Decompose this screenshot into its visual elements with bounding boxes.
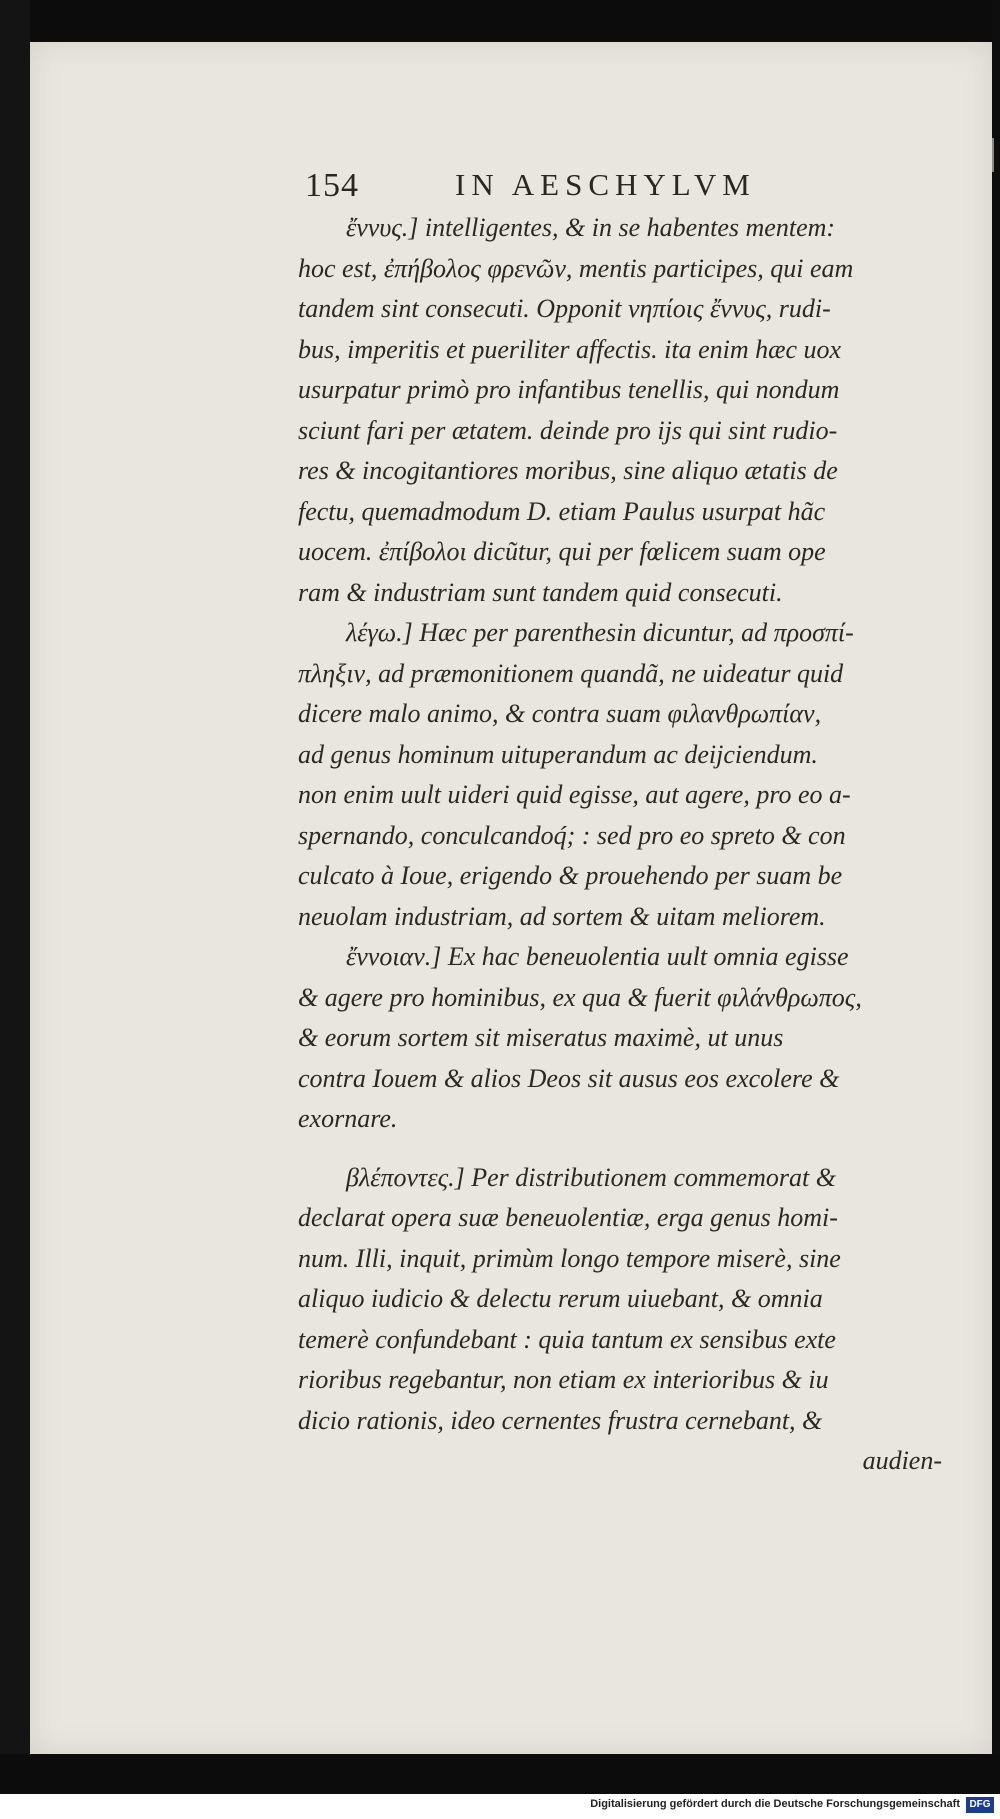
scan-left-border: [0, 0, 30, 1819]
text-line: ad genus hominum uituperandum ac deijciendum.: [298, 739, 818, 769]
text-line: contra Iouem & alios Deos sit ausus eos excolere &: [298, 1063, 840, 1093]
text-line: rioribus regebantur, non etiam ex interioribus & iu: [298, 1365, 829, 1394]
text-line: πληξιν, ad præmonitionem quandã, ne uideatur quid: [298, 658, 844, 688]
text-line: bus, imperitis et pueriliter affectis. ita enim hæc uox: [298, 334, 842, 364]
text-line: usurpatur primò pro infantibus tenellis, qui nondum: [298, 375, 840, 404]
scan-bottom-border: [0, 1754, 1000, 1794]
text-line: aliquo iudicio & delectu rerum uiuebant, & omnia: [298, 1284, 823, 1313]
funding-credit: Digitalisierung gefördert durch die Deutsche Forschungsgemeinschaft: [590, 1798, 960, 1810]
text-line: ram & industriam sunt tandem quid consecuti.: [298, 577, 783, 607]
catchword: audien-: [862, 1446, 942, 1475]
text-line: tandem sint consecuti. Opponit νηπίοις ἔννυς, rudi-: [298, 294, 831, 323]
paragraph-gap: [298, 1140, 958, 1158]
text-line: neuolam industriam, ad sortem & uitam meliorem.: [298, 901, 826, 931]
text-line: dicio rationis, ideo cernentes frustra cernebant, &: [298, 1405, 823, 1435]
text-line: hoc est, ἐπήβολος φρενῶν, mentis participes, qui eam: [298, 253, 854, 283]
page-number: 154: [305, 167, 359, 204]
commentary-text: [298, 208, 958, 1482]
page-edge-mark: [992, 138, 994, 172]
text-line: res & incogitantiores moribus, sine aliquo ætatis de: [298, 456, 838, 485]
running-title: IN AESCHYLVM: [455, 167, 756, 202]
text-line: λέγω.] Hæc per parenthesin dicuntur, ad προσπί-: [346, 618, 854, 647]
text-line: dicere malo animo, & contra suam φιλανθρωπίαν,: [298, 699, 822, 728]
text-line: ἔννυς.] intelligentes, & in se habentes mentem:: [346, 213, 836, 242]
page-header: [305, 167, 905, 207]
text-line: ἔννοιαν.] Ex hac beneuolentia uult omnia egisse: [346, 942, 849, 971]
text-line: spernando, conculcandoq́; : sed pro eo spreto & con: [298, 820, 846, 850]
text-line: culcato à Ioue, erigendo & prouehendo per suam be: [298, 861, 843, 890]
dfg-logo-icon: DFG: [966, 1797, 994, 1813]
text-line: exornare.: [298, 1104, 398, 1133]
text-line: fectu, quemadmodum D. etiam Paulus usurpat hãc: [298, 496, 826, 526]
text-line: declarat opera suæ beneuolentiæ, erga genus homi-: [298, 1203, 838, 1232]
text-line: & agere pro hominibus, ex qua & fuerit φιλάνθρωπος,: [298, 982, 862, 1012]
scan-right-border: [992, 0, 1000, 1819]
text-line: sciunt fari per ætatem. deinde pro ijs qui sint rudio-: [298, 415, 838, 445]
text-line: βλέποντες.] Per distributionem commemorat &: [346, 1162, 836, 1192]
text-line: temerè confundebant : quia tantum ex sensibus exte: [298, 1324, 836, 1354]
text-line: num. Illi, inquit, primùm longo tempore miserè, sine: [298, 1243, 841, 1273]
text-line: non enim uult uideri quid egisse, aut agere, pro eo a-: [298, 780, 851, 809]
text-line: uocem. ἐπίβολοι dicũtur, qui per fœlicem suam ope: [298, 537, 826, 566]
scan-top-border: [0, 0, 1000, 42]
text-line: & eorum sortem sit miseratus maximè, ut unus: [298, 1023, 784, 1052]
